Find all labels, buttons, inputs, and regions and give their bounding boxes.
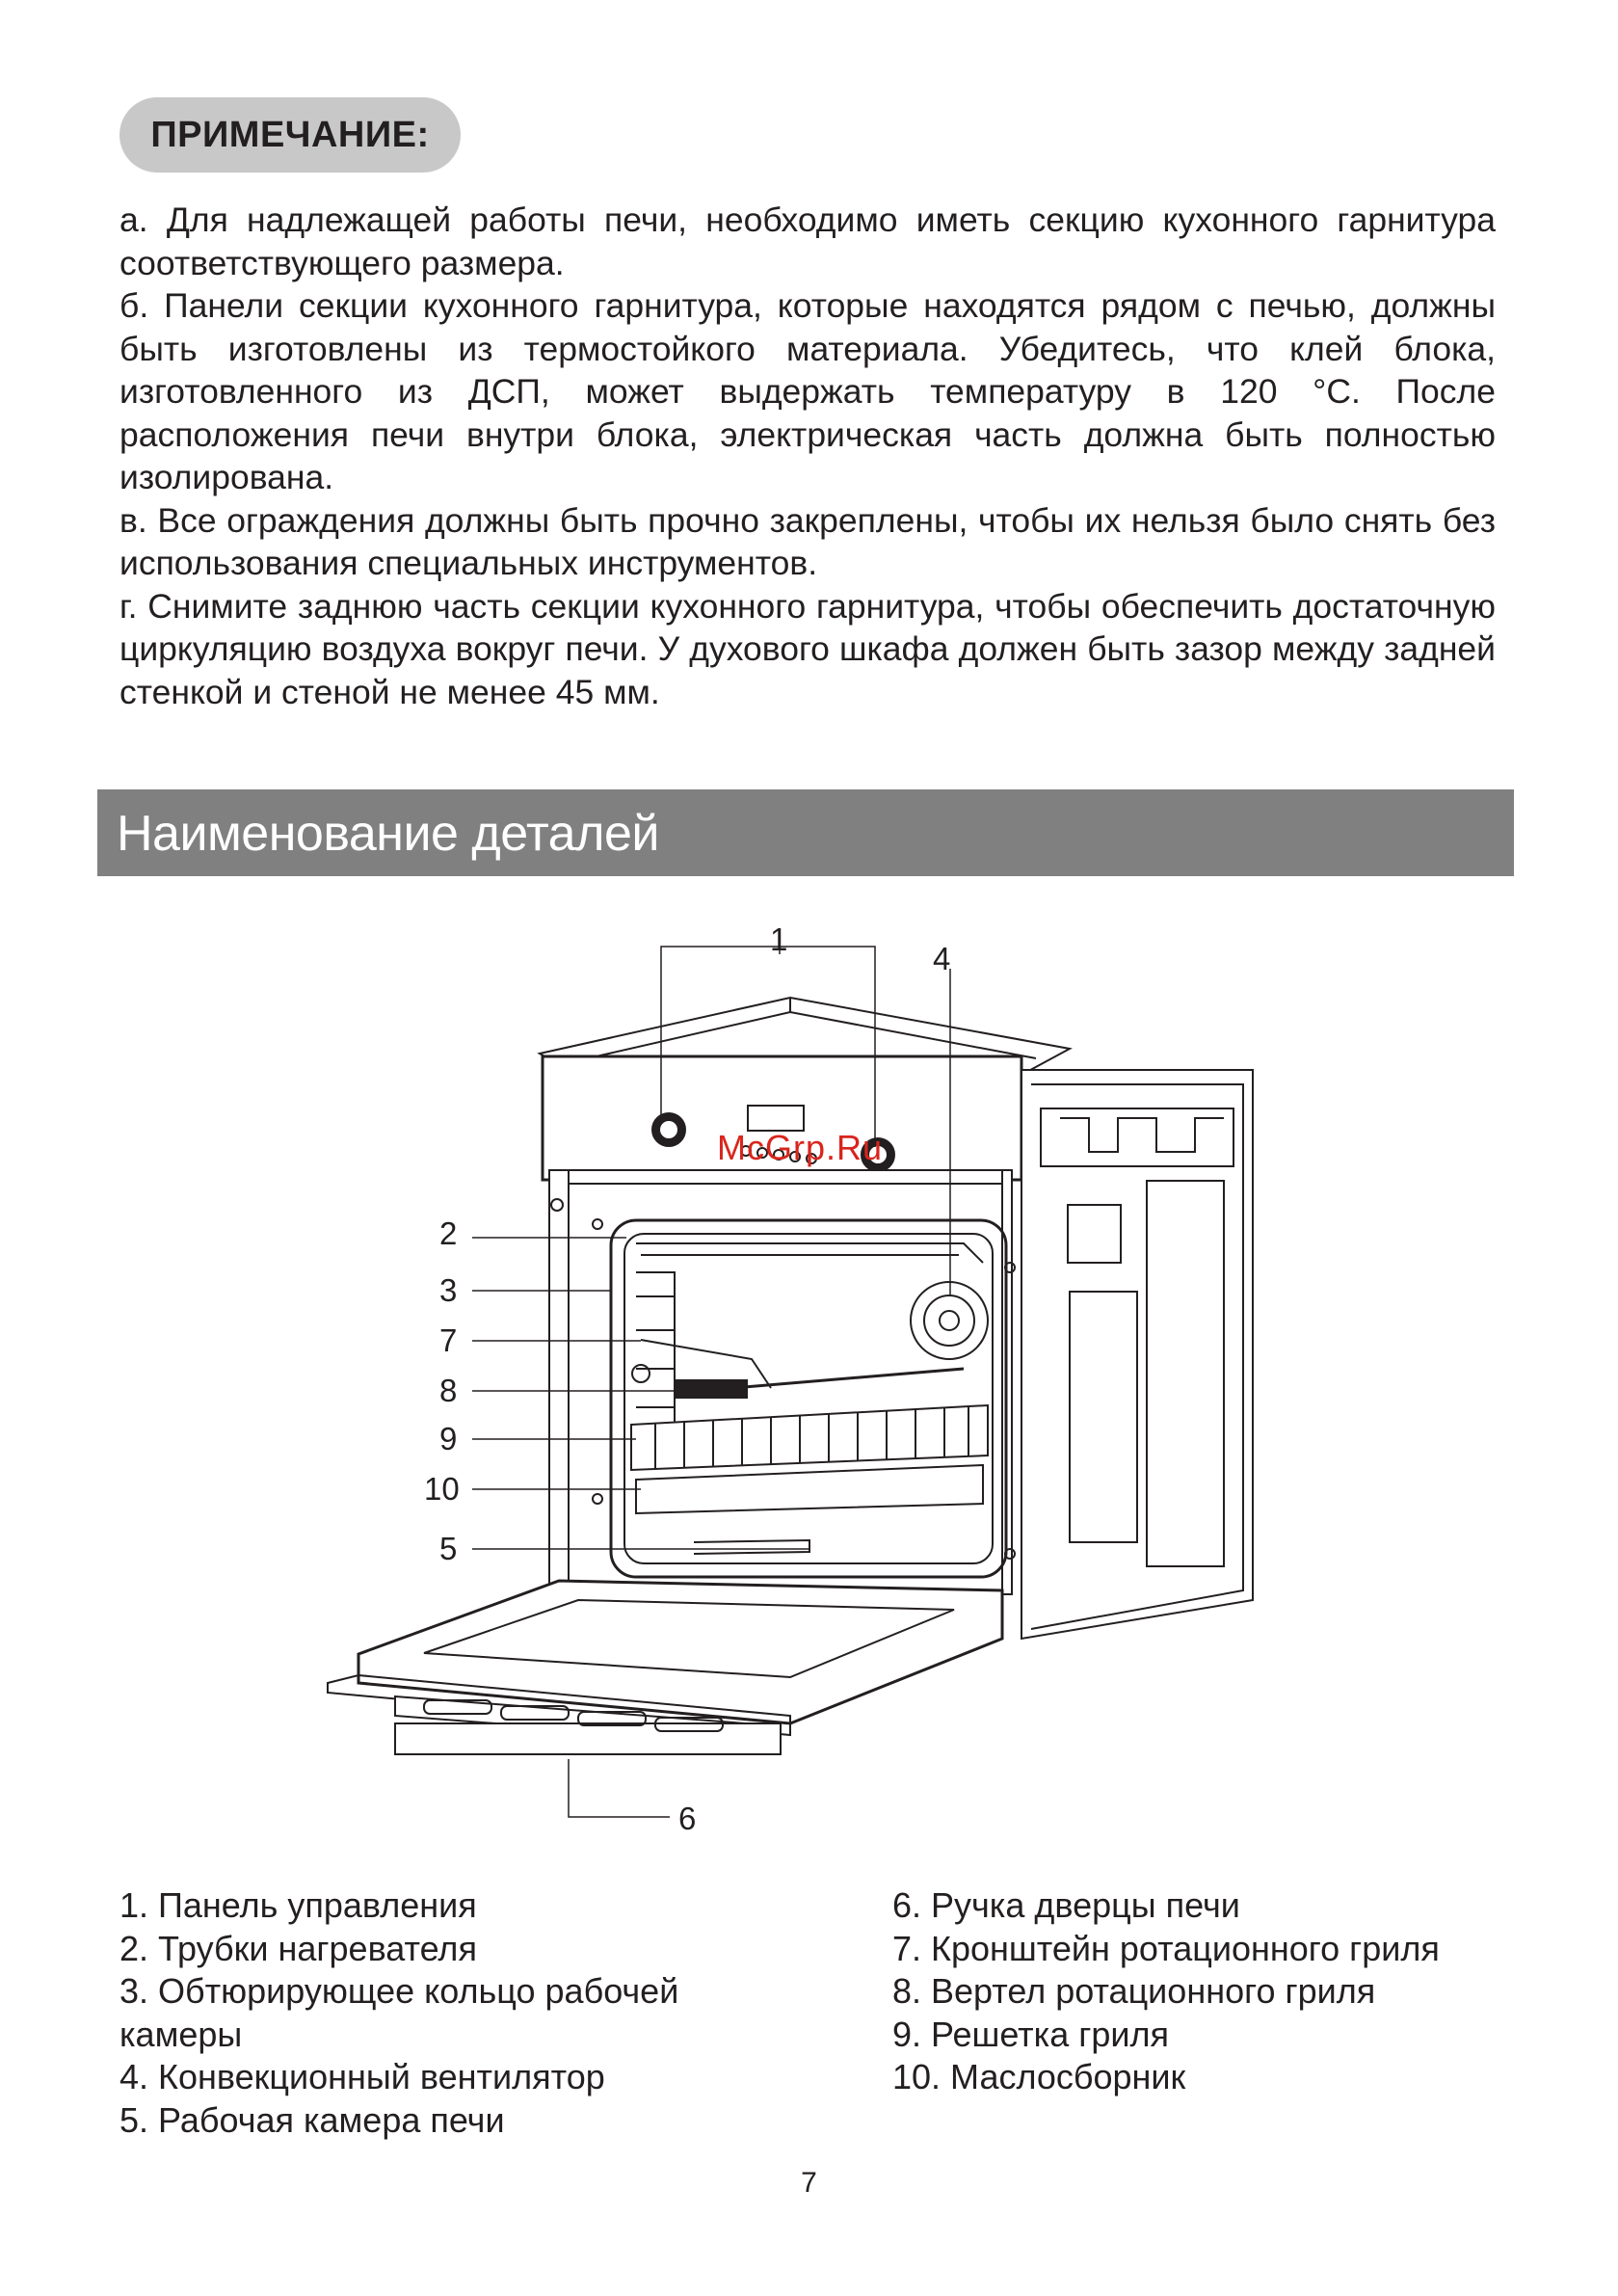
part-item: 10. Маслосборник	[892, 2057, 1186, 2096]
callout-4: 4	[933, 941, 951, 976]
note-paragraph-a: а. Для надлежащей работы печи, необходимо иметь секцию кухонного гарнитура соответствующего размера.	[119, 200, 1496, 282]
part-item: 7. Кронштейн ротационного гриля	[892, 1928, 1440, 1968]
part-item: 3. Обтюрирующее кольцо рабочей камеры	[119, 1971, 679, 2054]
part-item: 8. Вертел ротационного гриля	[892, 1971, 1376, 2011]
page-number: 7	[801, 2167, 817, 2199]
callout-9: 9	[439, 1421, 458, 1456]
callout-5: 5	[439, 1531, 458, 1566]
callout-3: 3	[439, 1272, 458, 1308]
oven-side	[1021, 1070, 1253, 1639]
callout-8: 8	[439, 1373, 458, 1408]
callout-6: 6	[678, 1801, 697, 1836]
part-item: 2. Трубки нагревателя	[119, 1928, 477, 1968]
parts-list-right	[892, 1884, 1567, 2099]
callout-2: 2	[439, 1215, 458, 1251]
watermark: McGrp.Ru	[717, 1128, 884, 1167]
callout-7: 7	[439, 1322, 458, 1358]
note-paragraph-c: в. Все ограждения должны быть прочно закреплены, чтобы их нельзя было снять без использования специальных инструментов.	[119, 500, 1496, 582]
parts-list-left	[119, 1884, 775, 2142]
oven-door	[328, 1581, 1002, 1754]
callout-1: 1	[770, 921, 788, 957]
callout-10: 10	[424, 1471, 460, 1507]
part-item: 4. Конвекционный вентилятор	[119, 2057, 605, 2096]
section-title: Наименование деталей	[117, 806, 659, 862]
part-item: 5. Рабочая камера печи	[119, 2099, 505, 2140]
part-item: 9. Решетка гриля	[892, 2014, 1169, 2054]
note-paragraph-b: б. Панели секции кухонного гарнитура, которые находятся рядом с печью, должны быть изготовлены из термостойкого материала. Убедитесь, что клей блока, изготовленного из ДСП, может выдержать температуру в 120 °С. После расположения печи внутри блока, электрическая часть должна быть полностью изолирована.	[119, 286, 1496, 496]
note-paragraph-d: г. Снимите заднюю часть секции кухонного гарнитура, чтобы обеспечить достаточную циркуляцию воздуха вокруг печи. У духового шкафа должен быть зазор между задней стенкой и стеной не менее 45 мм.	[119, 586, 1496, 711]
part-item: 1. Панель управления	[119, 1885, 477, 1925]
note-badge: ПРИМЕЧАНИЕ:	[119, 97, 461, 173]
part-item: 6. Ручка дверцы печи	[892, 1885, 1240, 1925]
